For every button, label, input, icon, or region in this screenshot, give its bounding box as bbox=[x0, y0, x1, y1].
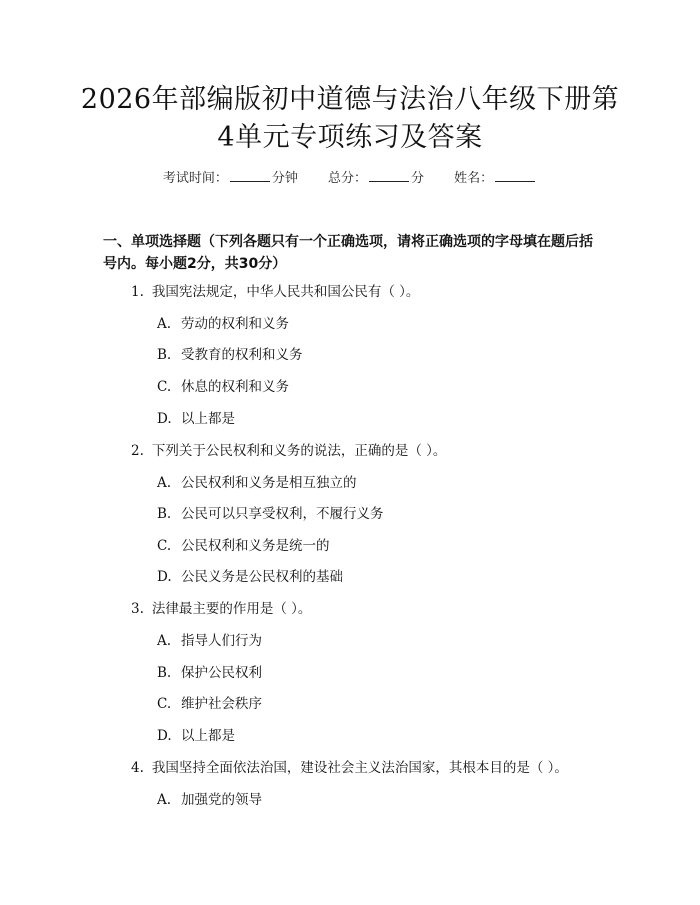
question-1-option-a bbox=[157, 314, 289, 334]
name-field bbox=[454, 168, 537, 189]
question-1-option-b bbox=[157, 345, 303, 365]
exam-time-label: 考试时间： bbox=[162, 171, 228, 186]
total-score-unit: 分 bbox=[411, 171, 425, 186]
option-text: 公民可以只享受权利，不履行义务 bbox=[181, 506, 384, 522]
exam-time-unit: 分钟 bbox=[271, 171, 298, 186]
section-heading-single-choice: 一、单项选择题（下列各题只有一个正确选项，请将正确选项的字母填在题后括号内。每小题2分，共30分） bbox=[103, 234, 593, 272]
question-2-option-d bbox=[157, 567, 343, 587]
option-text: 休息的权利和义务 bbox=[181, 379, 289, 395]
question-3 bbox=[131, 599, 311, 619]
option-text: 加强党的领导 bbox=[181, 792, 262, 808]
option-letter: C. bbox=[157, 696, 172, 712]
question-2-option-a bbox=[157, 473, 357, 493]
question-3-option-d bbox=[157, 726, 235, 746]
total-score-blank bbox=[369, 168, 409, 182]
option-letter: C. bbox=[157, 538, 172, 554]
question-text: 我国宪法规定，中华人民共和国公民有（ ）。 bbox=[151, 284, 420, 300]
question-number: 2. bbox=[131, 443, 144, 459]
question-2 bbox=[131, 441, 446, 461]
option-letter: B. bbox=[157, 347, 172, 363]
name-label: 姓名： bbox=[454, 171, 494, 186]
option-text: 以上都是 bbox=[181, 728, 235, 744]
option-text: 受教育的权利和义务 bbox=[181, 347, 303, 363]
question-3-option-b bbox=[157, 663, 262, 683]
option-letter: A. bbox=[157, 633, 172, 649]
question-4 bbox=[131, 758, 568, 778]
total-score-field bbox=[328, 168, 424, 189]
option-letter: B. bbox=[157, 506, 172, 522]
option-letter: A. bbox=[157, 475, 172, 491]
option-letter: B. bbox=[157, 665, 172, 681]
document-title-line-2: 4单元专项练习及答案 bbox=[217, 122, 483, 153]
name-blank bbox=[495, 168, 535, 182]
total-score-label: 总分： bbox=[327, 171, 367, 186]
option-letter: D. bbox=[157, 728, 172, 744]
option-text: 公民义务是公民权利的基础 bbox=[181, 569, 343, 585]
exam-meta-row bbox=[0, 168, 700, 189]
option-letter: C. bbox=[157, 379, 172, 395]
question-1-option-d bbox=[157, 409, 235, 429]
document-title-line-1: 2026年部编版初中道德与法治八年级下册第 bbox=[80, 84, 620, 115]
question-number: 4. bbox=[131, 760, 144, 776]
question-number: 3. bbox=[131, 601, 144, 617]
question-3-option-a bbox=[157, 631, 262, 651]
exam-time-field bbox=[163, 168, 298, 189]
option-letter: A. bbox=[157, 792, 172, 808]
exam-time-blank bbox=[230, 168, 270, 182]
question-text: 下列关于公民权利和义务的说法，正确的是（ ）。 bbox=[151, 443, 447, 459]
question-2-option-c bbox=[157, 536, 330, 556]
option-text: 维护社会秩序 bbox=[181, 696, 262, 712]
option-letter: D. bbox=[157, 569, 172, 585]
option-text: 以上都是 bbox=[181, 411, 235, 427]
option-text: 公民权利和义务是统一的 bbox=[181, 538, 330, 554]
question-text: 法律最主要的作用是（ ）。 bbox=[151, 601, 312, 617]
question-1 bbox=[131, 282, 419, 302]
question-text: 我国坚持全面依法治国，建设社会主义法治国家，其根本目的是（ ）。 bbox=[151, 760, 568, 776]
option-letter: A. bbox=[157, 316, 172, 332]
option-text: 保护公民权利 bbox=[181, 665, 262, 681]
option-letter: D. bbox=[157, 411, 172, 427]
question-3-option-c bbox=[157, 694, 262, 714]
question-1-option-c bbox=[157, 377, 289, 397]
question-2-option-b bbox=[157, 504, 384, 524]
question-4-option-a bbox=[157, 790, 262, 810]
option-text: 指导人们行为 bbox=[181, 633, 262, 649]
option-text: 公民权利和义务是相互独立的 bbox=[181, 475, 357, 491]
question-number: 1. bbox=[131, 284, 144, 300]
option-text: 劳动的权利和义务 bbox=[181, 316, 289, 332]
